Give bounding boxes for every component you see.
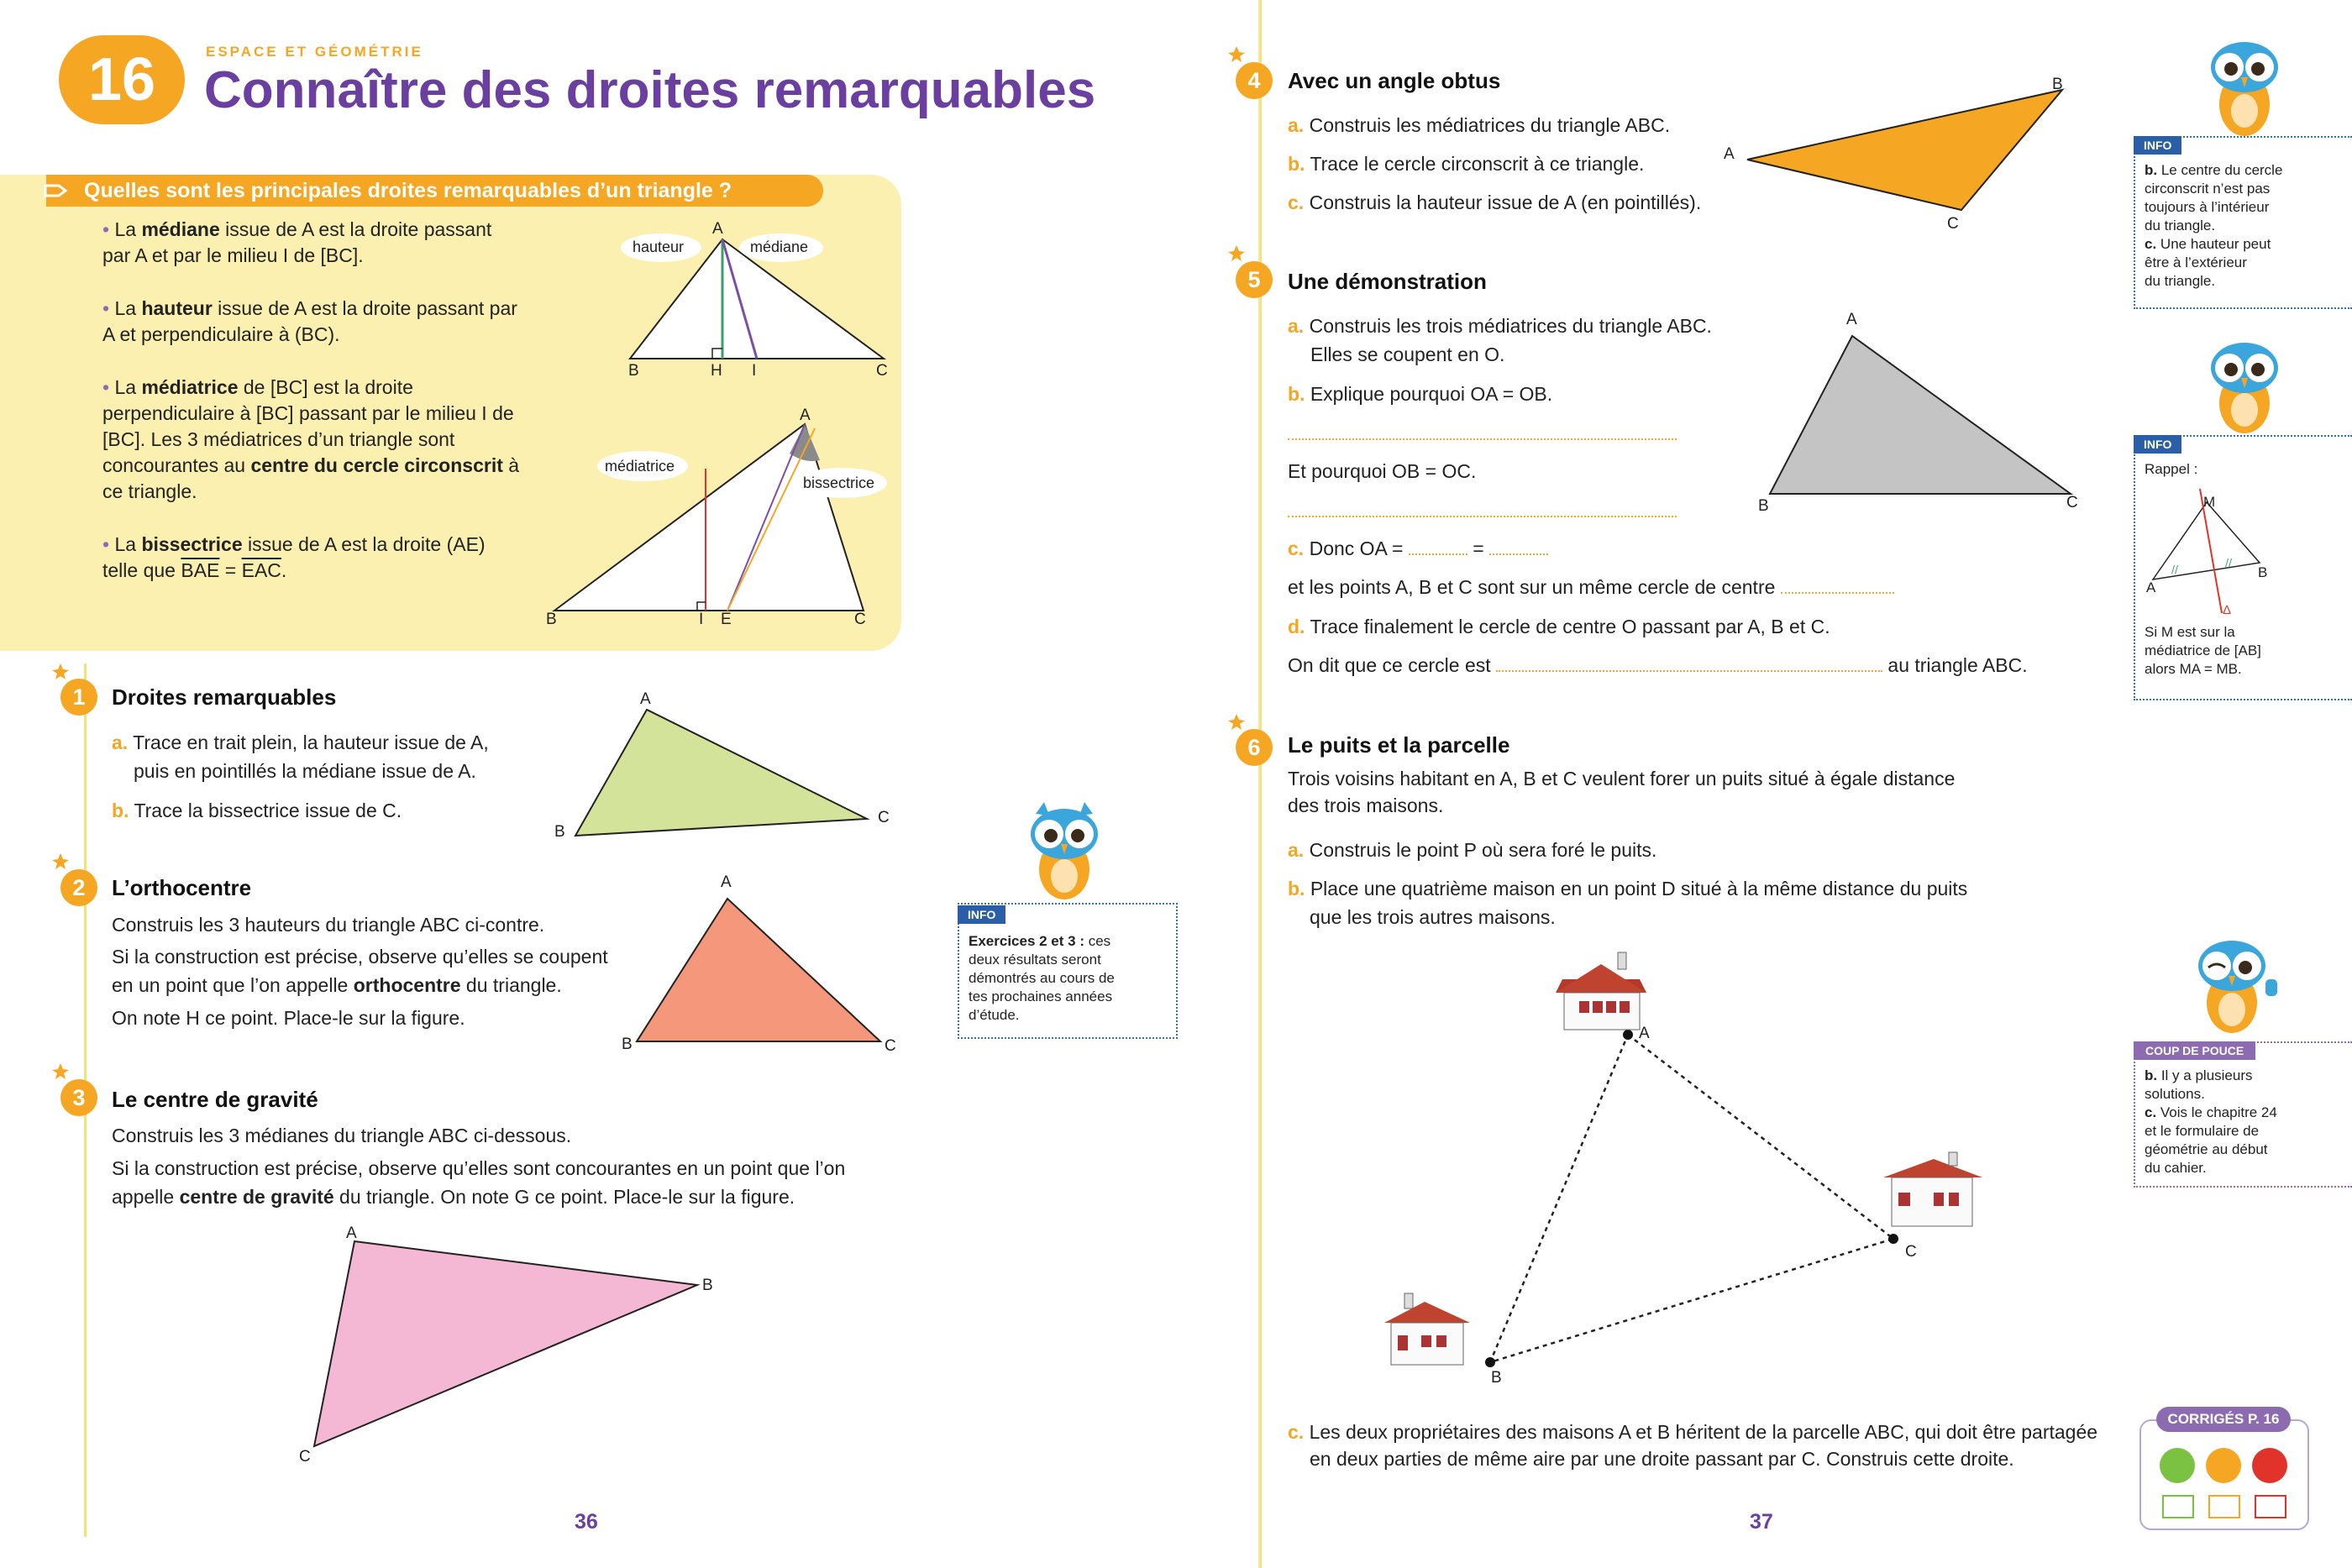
fig1-label-mediane: médiane — [750, 239, 809, 255]
fig1-point-c: C — [876, 362, 888, 380]
ex5-point-a: A — [1846, 311, 1857, 328]
chapter-kicker: ESPACE ET GÉOMÉTRIE — [206, 44, 423, 60]
ex6-point-a: A — [1639, 1025, 1650, 1042]
exercise-5-c: c. Donc OA = = — [1288, 536, 1548, 562]
exercise-2-number: 2 — [60, 869, 97, 906]
info-tag-right-1: INFO — [2134, 136, 2181, 155]
exercise-6-b-cont: que les trois autres maisons. — [1310, 906, 1556, 928]
fig1-point-b: B — [628, 362, 639, 380]
fig1-point-a: A — [712, 220, 723, 238]
recall-mediane: • La médiane issue de A est la droite passant par A et par le milieu I de [BC]. — [102, 218, 492, 266]
exercise-6-b: b. Place une quatrième maison en un point D situé à la même distance du puits — [1288, 878, 1968, 899]
ex2-point-a: A — [721, 873, 732, 891]
exercise-5-b2: Et pourquoi OB = OC. — [1288, 460, 1477, 482]
ex1-point-a: A — [640, 690, 651, 708]
exercise-6-number: 6 — [1236, 729, 1273, 766]
chapter-badge: 16 — [59, 35, 185, 124]
checkbox-good[interactable] — [2162, 1495, 2194, 1518]
exercise-5-number: 5 — [1236, 261, 1273, 298]
rappel-point-m: M — [2203, 494, 2216, 510]
exercise-5-d: d. Trace finalement le cercle de centre O passant par A, B et C. — [1288, 616, 1830, 637]
exercise-5-a-cont: Elles se coupent en O. — [1310, 343, 1505, 365]
house-b-icon — [1384, 1293, 1470, 1365]
sad-face-icon — [2252, 1448, 2287, 1483]
exercise-1-triangle — [563, 697, 882, 844]
exercise-6-parcel-figure — [1378, 941, 1982, 1394]
answer-blank-c1[interactable] — [1409, 538, 1467, 555]
recall-mediatrice: • La médiatrice de [BC] est la droite perpendiculaire à [BC] passant par le milieu I de [BC]. Les 3 médiatrices d’un triangle sont concourantes au centre du cercle circonscrit à ce triangle. — [102, 376, 520, 502]
exercise-6-c: c. Les deux propriétaires des maisons A et B héritent de la parcelle ABC, qui doit être partagée — [1288, 1421, 2098, 1443]
fig2-point-a: A — [800, 406, 811, 424]
exercise-2-title: L’orthocentre — [112, 875, 252, 900]
exercise-1-a-cont: puis en pointillés la médiane issue de A. — [134, 760, 476, 782]
page-title: Connaître des droites remarquables — [204, 61, 1096, 119]
exercise-4-c: c. Construis la hauteur issue de A (en pointillés). — [1288, 191, 1702, 213]
exercise-1-number: 1 — [60, 679, 97, 716]
ex3-point-a: A — [346, 1225, 357, 1242]
exercise-3-number: 3 — [60, 1079, 97, 1116]
answer-blank-center[interactable] — [1781, 577, 1894, 594]
owl-thumbs-up-icon — [2188, 932, 2289, 1041]
house-c-icon — [1883, 1152, 1982, 1226]
fig1-point-i: I — [752, 362, 757, 380]
rappel-point-a: A — [2146, 579, 2156, 595]
exercise-2-line-4: On note H ce point. Place-le sur la figure. — [112, 1007, 465, 1029]
exercise-5-title: Une démonstration — [1288, 269, 1487, 294]
arrow-icon — [44, 182, 69, 199]
fig2-point-c: C — [854, 611, 866, 628]
exercise-1-a: a. Trace en trait plein, la hauteur issue de A, — [112, 732, 489, 753]
rappel-delta: Δ — [2223, 603, 2232, 617]
exercise-2-line-1: Construis les 3 hauteurs du triangle ABC ci-contre. — [112, 914, 545, 936]
exercise-6-title: Le puits et la parcelle — [1288, 732, 1510, 758]
recall-figure-mediatrice-bissectrice — [538, 403, 907, 621]
info-rappel: Rappel : — [2145, 461, 2198, 477]
ex4-point-a: A — [1724, 145, 1735, 163]
exercise-6-intro-1: Trois voisins habitant en A, B et C veulent forer un puits situé à égale distance — [1288, 768, 1956, 789]
recall-bissectrice: • La bissectrice issue de A est la droite (AE) telle que $\overline{BAE} = \overline{EAC}$. — [102, 533, 486, 581]
exercise-5-d2: On dit que ce cercle est au triangle ABC. — [1288, 654, 2028, 676]
fig2-label-mediatrice: médiatrice — [605, 458, 675, 475]
owl-mascot-icon — [2201, 334, 2285, 439]
info-text-right-2: Si M est sur la médiatrice de [AB] alors MA = MB. — [2145, 624, 2261, 677]
info-tag-right-2: INFO — [2134, 435, 2181, 454]
exercise-2-line-3: en un point que l’on appelle orthocentre du triangle. — [112, 974, 562, 996]
ex4-point-b: B — [2052, 76, 2063, 93]
neutral-face-icon — [2206, 1448, 2241, 1483]
exercise-5-b: b. Explique pourquoi OA = OB. — [1288, 383, 1553, 405]
ex1-point-b: B — [554, 823, 565, 841]
exercise-2-line-2: Si la construction est précise, observe qu’elles se coupent — [112, 946, 608, 968]
ex4-point-c: C — [1947, 215, 1959, 233]
house-a-icon — [1556, 952, 1646, 1030]
fig2-point-e: E — [721, 611, 732, 628]
info-tag-left: INFO — [958, 905, 1005, 924]
answer-line-1[interactable] — [1288, 438, 1677, 440]
page-number-left: 36 — [575, 1510, 598, 1534]
ex6-point-b: B — [1491, 1369, 1502, 1387]
exercise-6-c-cont: en deux parties de même aire par une droite passant par C. Construis cette droite. — [1310, 1448, 2014, 1470]
recall-question: Quelles sont les principales droites remarquables d’un triangle ? — [46, 175, 823, 207]
fig1-point-h: H — [711, 362, 722, 380]
fig2-label-bissectrice: bissectrice — [803, 475, 875, 491]
fig2-point-b: B — [546, 611, 557, 628]
recall-hauteur: • La hauteur issue de A est la droite passant par A et perpendiculaire à (BC). — [102, 297, 517, 345]
exercise-4-b: b. Trace le cercle circonscrit à ce triangle. — [1288, 153, 1645, 175]
answer-line-2[interactable] — [1288, 516, 1677, 517]
exercise-4-number: 4 — [1236, 62, 1273, 99]
happy-face-icon — [2160, 1448, 2195, 1483]
ex5-point-c: C — [2066, 494, 2078, 511]
exercise-4-a: a. Construis les médiatrices du triangle ABC. — [1288, 114, 1671, 136]
exercise-3-line-3: appelle centre de gravité du triangle. On note G ce point. Place-le sur la figure. — [112, 1186, 795, 1208]
answer-blank-circle[interactable] — [1496, 655, 1882, 672]
info-text-left: Exercices 2 et 3 : ces deux résultats seront démontrés au cours de tes prochaines années d’étude. — [969, 933, 1115, 1023]
exercise-3-title: Le centre de gravité — [112, 1087, 318, 1112]
ex3-point-c: C — [299, 1448, 311, 1466]
owl-mascot-icon — [1021, 802, 1105, 903]
ex1-point-c: C — [878, 809, 890, 826]
answer-blank-c2[interactable] — [1489, 538, 1548, 555]
exercise-3-line-1: Construis les 3 médianes du triangle ABC ci-dessous. — [112, 1125, 572, 1146]
svg-text://: // — [2225, 557, 2233, 569]
exercise-3-line-2: Si la construction est précise, observe qu’elles sont concourantes en un point que l’on — [112, 1157, 846, 1179]
checkbox-mid[interactable] — [2208, 1495, 2240, 1518]
page-number-right: 37 — [1750, 1510, 1773, 1534]
fig2-point-i: I — [699, 611, 704, 628]
exercise-5-a: a. Construis les trois médiatrices du triangle ABC. — [1288, 315, 1712, 337]
ex3-point-b: B — [702, 1277, 713, 1294]
svg-text://: // — [2171, 564, 2179, 575]
ex6-point-c: C — [1905, 1243, 1917, 1261]
exercise-5-triangle — [1760, 328, 2079, 504]
exercise-2-triangle — [622, 886, 890, 1054]
exercise-1-title: Droites remarquables — [112, 684, 337, 710]
exercise-4-title: Avec un angle obtus — [1288, 68, 1501, 93]
rappel-point-b: B — [2258, 564, 2268, 580]
exercise-4-triangle — [1739, 80, 2075, 223]
checkbox-bad[interactable] — [2255, 1495, 2286, 1518]
coup-de-pouce-tag: COUP DE POUCE — [2134, 1041, 2255, 1060]
owl-mascot-icon — [2201, 34, 2285, 143]
right-margin-line — [1260, 0, 1262, 1568]
ex2-point-b: B — [622, 1036, 633, 1053]
info-text-right-1: b. Le centre du cercle circonscrit n’est pas toujours à l’intérieur du triangle. c. Une hauteur peut être à l’extérieur du triangle. — [2145, 162, 2283, 289]
exercise-5-c2: et les points A, B et C sont sur un même cercle de centre — [1288, 574, 1894, 600]
corriges-label: CORRIGÉS P. 16 — [2156, 1407, 2291, 1432]
coup-de-pouce-text: b. Il y a plusieurs solutions. c. Vois le chapitre 24 et le formulaire de géométrie au début du cahier. — [2145, 1067, 2277, 1176]
fig1-label-hauteur: hauteur — [633, 239, 685, 255]
exercise-3-triangle — [302, 1226, 706, 1453]
ex2-point-c: C — [885, 1037, 896, 1055]
ex5-point-b: B — [1758, 497, 1769, 515]
exercise-1-b: b. Trace la bissectrice issue de C. — [112, 800, 402, 821]
exercise-6-a: a. Construis le point P où sera foré le puits. — [1288, 839, 1657, 861]
exercise-6-intro-2: des trois maisons. — [1288, 794, 1444, 816]
